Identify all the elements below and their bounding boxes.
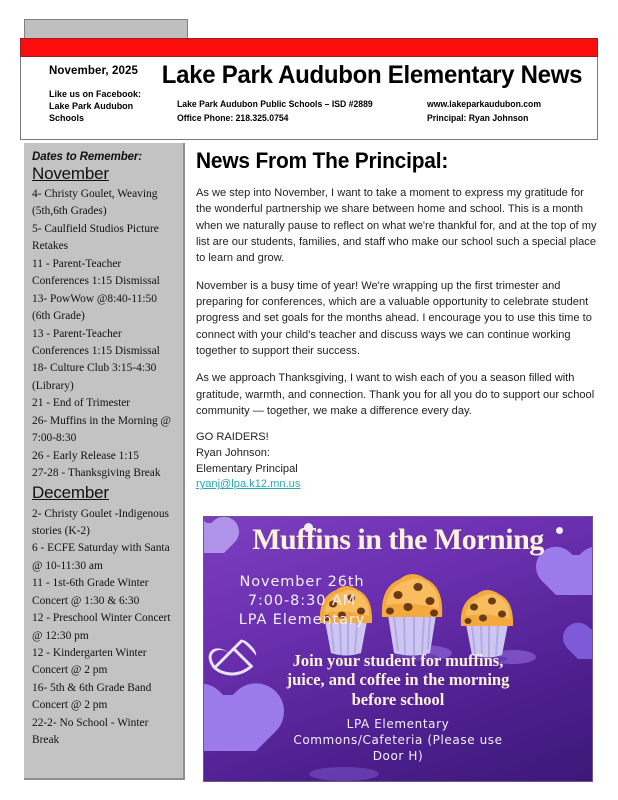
article-body bbox=[196, 185, 598, 419]
poster-location-block bbox=[204, 717, 592, 764]
office-phone: Office Phone: 218.325.0754 bbox=[177, 112, 289, 123]
date-list-item: 16- 5th & 6th Grade Band Concert @ 2 pm bbox=[32, 681, 152, 712]
issue-month-year: November, 2025 bbox=[49, 65, 138, 77]
poster-blob-decor bbox=[309, 767, 379, 781]
december-date-list bbox=[32, 506, 178, 750]
header-district-column bbox=[177, 98, 410, 125]
header-left-block bbox=[21, 57, 153, 139]
november-date-list bbox=[32, 186, 178, 482]
article-paragraph: November is a busy time of year! We're wrapping up the first trimester and preparing for conferences, which are a valuable opportunity to celebrate student progress and set goals for the months ahead. I encourage you to use this time to connect with your child's teacher and discuss ways we can continue working together to support their success. bbox=[196, 279, 592, 357]
date-list-item: 22-2- No School - Winter Break bbox=[32, 716, 149, 747]
date-list-item: 11 - 1st-6th Grade Winter Concert @ 1:30 & 6:30 bbox=[32, 577, 149, 607]
article-paragraph: As we step into November, I want to take a moment to express my gratitude for the wonderful partnership we share between home and school. This is a month when we naturally pause to reflect on what we're thankful for, and at the top of my list are our students, families, and staff who make our school such a special place to learn and grow. bbox=[196, 187, 597, 265]
date-list-item: 21 - End of Trimester bbox=[32, 397, 131, 410]
date-list-item: 13- PowWow @8:40-11:50 (6th Grade) bbox=[32, 292, 157, 323]
date-list-item: 12 - Kindergarten Winter Concert @ 2 pm bbox=[32, 647, 147, 677]
date-list-item: 12 - Preschool Winter Concert @ 12:30 pm bbox=[32, 612, 171, 642]
red-banner bbox=[20, 38, 598, 57]
date-list-item: 26- Muffins in the Morning @ 7:00-8:30 bbox=[32, 414, 172, 445]
dates-sidebar bbox=[24, 143, 185, 780]
poster-title: Muffins in the Morning bbox=[252, 523, 544, 556]
signoff-role: Elementary Principal bbox=[196, 462, 298, 475]
article-signoff bbox=[196, 430, 598, 493]
poster-invite-line2: juice, and coffee in the morning bbox=[286, 670, 510, 690]
article-title: News From The Principal: bbox=[196, 148, 449, 173]
date-list-item: 11 - Parent-Teacher Conferences 1:15 Dismissal bbox=[32, 257, 160, 288]
facebook-note bbox=[49, 88, 153, 124]
poster-invite-line3: before school bbox=[351, 689, 445, 709]
poster-invite-line1: Join your student for muffins, bbox=[292, 651, 504, 670]
date-list-item: 26 - Early Release 1:15 bbox=[32, 449, 139, 462]
poster-location-line3: Door H) bbox=[372, 748, 424, 763]
date-list-item: 2- Christy Goulet -Indigenous stories (K-2) bbox=[32, 507, 169, 537]
poster-when-time: 7:00-8:30 AM bbox=[247, 593, 357, 610]
website-url: www.lakeparkaudubon.com bbox=[427, 99, 542, 110]
header-contact-info bbox=[153, 98, 591, 125]
poster-location-line1: LPA Elementary bbox=[346, 717, 450, 731]
newsletter-title: Lake Park Audubon Elementary News bbox=[161, 61, 583, 89]
december-heading: December bbox=[32, 483, 109, 503]
date-list-item: 18- Culture Club 3:15-4:30 (Library) bbox=[32, 362, 157, 392]
facebook-note-line1: Like us on Facebook: bbox=[49, 89, 142, 99]
principal-article bbox=[196, 148, 598, 493]
date-list-item: 13 - Parent-Teacher Conferences 1:15 Dismissal bbox=[32, 327, 160, 357]
poster-invite-block bbox=[204, 651, 592, 709]
poster-location-line2: Commons/Cafeteria (Please use bbox=[293, 732, 503, 747]
header-web-column bbox=[427, 98, 541, 125]
newsletter-header bbox=[20, 57, 598, 140]
header-right-block bbox=[153, 57, 597, 139]
date-list-item: 5- Caulfield Studios Picture Retakes bbox=[32, 222, 159, 253]
facebook-note-line2: Lake Park Audubon Schools bbox=[49, 101, 134, 124]
district-name: Lake Park Audubon Public Schools – ISD #2889 bbox=[177, 99, 373, 110]
signoff-name: Ryan Johnson: bbox=[196, 446, 271, 459]
poster-when-place: LPA Elementary bbox=[238, 612, 366, 629]
muffins-in-the-morning-poster[interactable] bbox=[203, 516, 593, 782]
poster-when-block bbox=[218, 573, 386, 630]
date-list-item: 27-28 - Thanksgiving Break bbox=[32, 467, 161, 480]
november-heading: November bbox=[32, 164, 109, 183]
top-gray-tab bbox=[24, 19, 188, 40]
principal-name: Principal: Ryan Johnson bbox=[427, 112, 529, 123]
date-list-item: 6 - ECFE Saturday with Santa @ 10-11:30 am bbox=[32, 542, 170, 572]
article-paragraph: As we approach Thanksgiving, I want to wish each of you a season filled with gratitude, warmth, and connection. Thank you for all you do to support our school community — together, we make a difference every day. bbox=[196, 372, 595, 417]
principal-email-link[interactable]: ryanj@lpa.k12.mn.us bbox=[196, 478, 301, 491]
poster-when-date: November 26th bbox=[239, 574, 365, 590]
signoff-cheer: GO RAIDERS! bbox=[196, 431, 269, 444]
heart-icon bbox=[556, 555, 593, 595]
date-list-item: 4- Christy Goulet, Weaving (5th,6th Grades) bbox=[32, 188, 158, 218]
dates-sidebar-title: Dates to Remember: bbox=[32, 151, 143, 163]
